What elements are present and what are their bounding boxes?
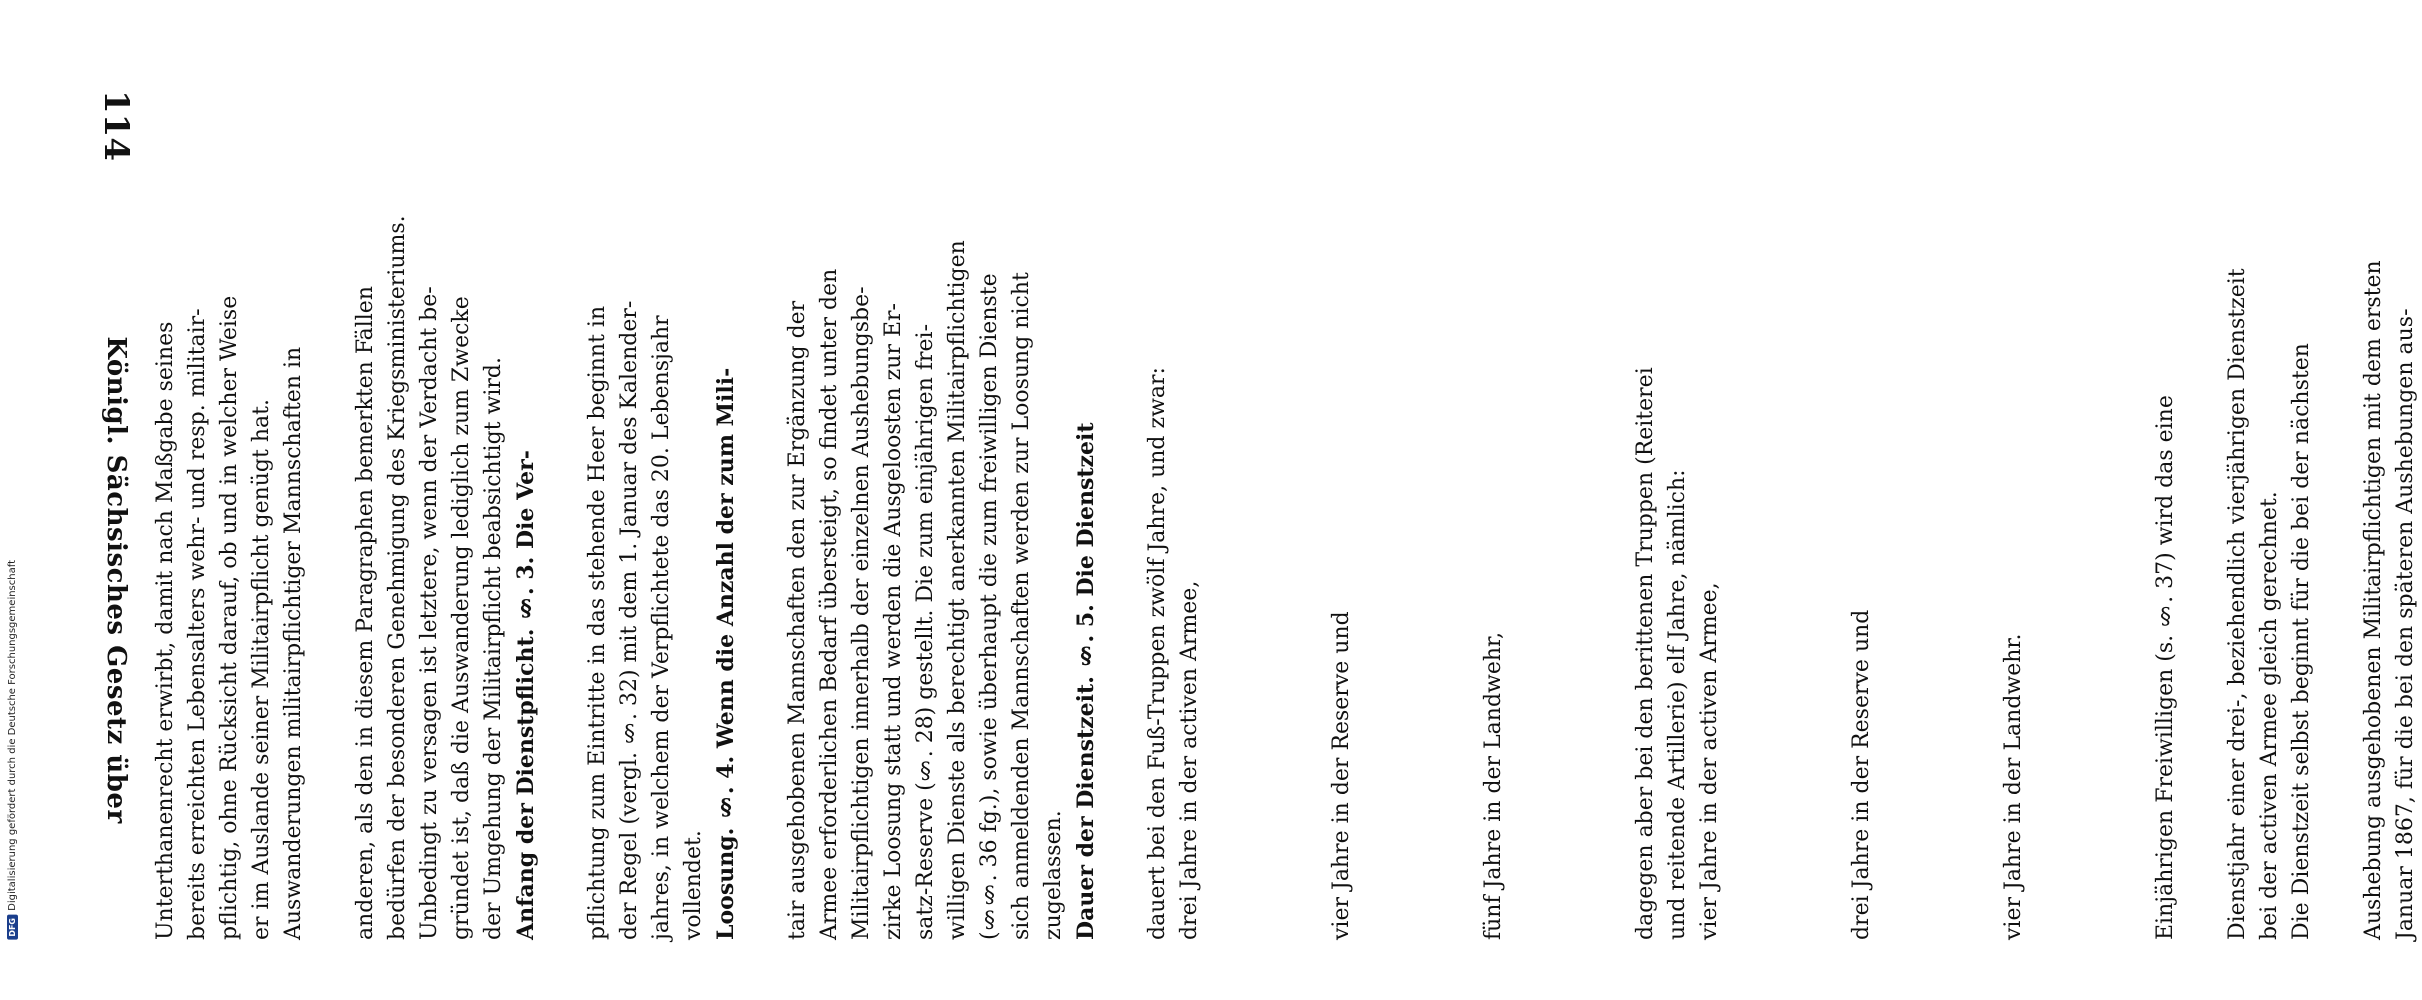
text-line: Dienstjahr einer drei-, beziehendlich vierjährigen Dienstzeit: [2225, 268, 2250, 940]
text-line: bereits erreichten Lebensalters wehr- und resp. militair-: [185, 308, 210, 940]
text-line: tair ausgehobenen Mannschaften den zur Ergänzung der: [785, 300, 810, 940]
list-item: vier Jahre in der Landwehr.: [2001, 633, 2026, 940]
text-line: gründet ist, daß die Auswanderung lediglich zum Zwecke: [449, 296, 474, 940]
digitization-note: Digitalisierung gefördert durch die Deutsche Forschungsgemeinschaft: [6, 560, 18, 911]
text-line: zugelassen.: [1041, 810, 1066, 940]
text-line: vollendet.: [681, 830, 706, 940]
section-heading-line: Dauer der Dienstzeit. §. 5. Die Dienstzeit: [1073, 422, 1099, 940]
list-item: drei Jahre in der activen Armee,: [1177, 580, 1202, 940]
text-line: er im Auslande seiner Militairpflicht genügt hat.: [249, 399, 274, 940]
text-line: Einjährigen Freiwilligen (s. §. 37) wird das eine: [2153, 395, 2178, 940]
text-line: der Regel (vergl. §. 32) mit dem 1. Januar des Kalender-: [617, 300, 642, 940]
text-line: Aushebung ausgehobenen Militairpflichtigen mit dem ersten: [2361, 260, 2386, 940]
text-line: Armee erforderlichen Bedarf übersteigt, so findet unter den: [817, 268, 842, 940]
list-item: drei Jahre in der Reserve und: [1849, 609, 1874, 940]
text-line: willigen Dienste als berechtigt anerkannten Militairpflichtigen: [945, 240, 970, 940]
section-heading-line: Anfang der Dienstpflicht. §. 3. Die Ver-: [513, 450, 539, 940]
text-line: dagegen aber bei den berittenen Truppen (Reiterei: [1633, 367, 1658, 940]
running-head: Königl. Sächsisches Gesetz über: [101, 336, 131, 824]
text-line: anderen, als den in diesem Paragraphen bemerkten Fällen: [353, 286, 378, 940]
dfg-logo: DFG: [7, 915, 18, 940]
text-line: pflichtig, ohne Rücksicht darauf, ob und in welcher Weise: [217, 295, 242, 940]
text-line: sich anmeldenden Mannschaften werden zur Loosung nicht: [1009, 272, 1034, 940]
text-line: jahres, in welchem der Verpflichtete das 20. Lebensjahr: [649, 315, 674, 940]
text-line: Militairpflichtigen innerhalb der einzelnen Aushebungsbe-: [849, 286, 874, 940]
text-line: der Umgehung der Militairpflicht beabsichtigt wird.: [481, 357, 506, 940]
text-line: dauert bei den Fuß-Truppen zwölf Jahre, und zwar:: [1145, 367, 1170, 940]
text-line: satz-Reserve (§. 28) gestellt. Die zum einjährigen frei-: [913, 323, 938, 940]
text-line: bedürfen der besonderen Genehmigung des Kriegsministeriums.: [385, 215, 410, 940]
text-line: Unbedingt zu versagen ist letztere, wenn der Verdacht be-: [417, 286, 442, 940]
list-item: vier Jahre in der activen Armee,: [1697, 582, 1722, 940]
text-line: Die Dienstzeit selbst beginnt für die bei der nächsten: [2289, 343, 2314, 940]
text-line: Unterthanenrecht erwirbt, damit nach Maßgabe seines: [153, 321, 178, 940]
dfg-footer: [2, 560, 22, 990]
text-line: zirke Loosung statt und werden die Ausgeloosten zur Er-: [881, 303, 906, 940]
text-line: und reitende Artillerie) elf Jahre, nämlich:: [1665, 469, 1690, 940]
text-line: Auswanderungen militairpflichtiger Mannschaften in: [281, 346, 306, 940]
page-number: 114: [96, 90, 136, 161]
text-line: bei der activen Armee gleich gerechnet.: [2257, 491, 2282, 940]
text-line: pflichtung zum Eintritte in das stehende Heer beginnt in: [585, 305, 610, 940]
section-heading-line: Loosung. §. 4. Wenn die Anzahl der zum Mili-: [713, 367, 739, 940]
text-line: (§§. 36 fg.), sowie überhaupt die zum freiwilligen Dienste: [977, 273, 1002, 940]
list-item: fünf Jahre in der Landwehr,: [1481, 631, 1506, 940]
list-item: vier Jahre in der Reserve und: [1329, 611, 1354, 940]
text-line: Januar 1867, für die bei den späteren Aushebungen aus-: [2393, 308, 2418, 940]
